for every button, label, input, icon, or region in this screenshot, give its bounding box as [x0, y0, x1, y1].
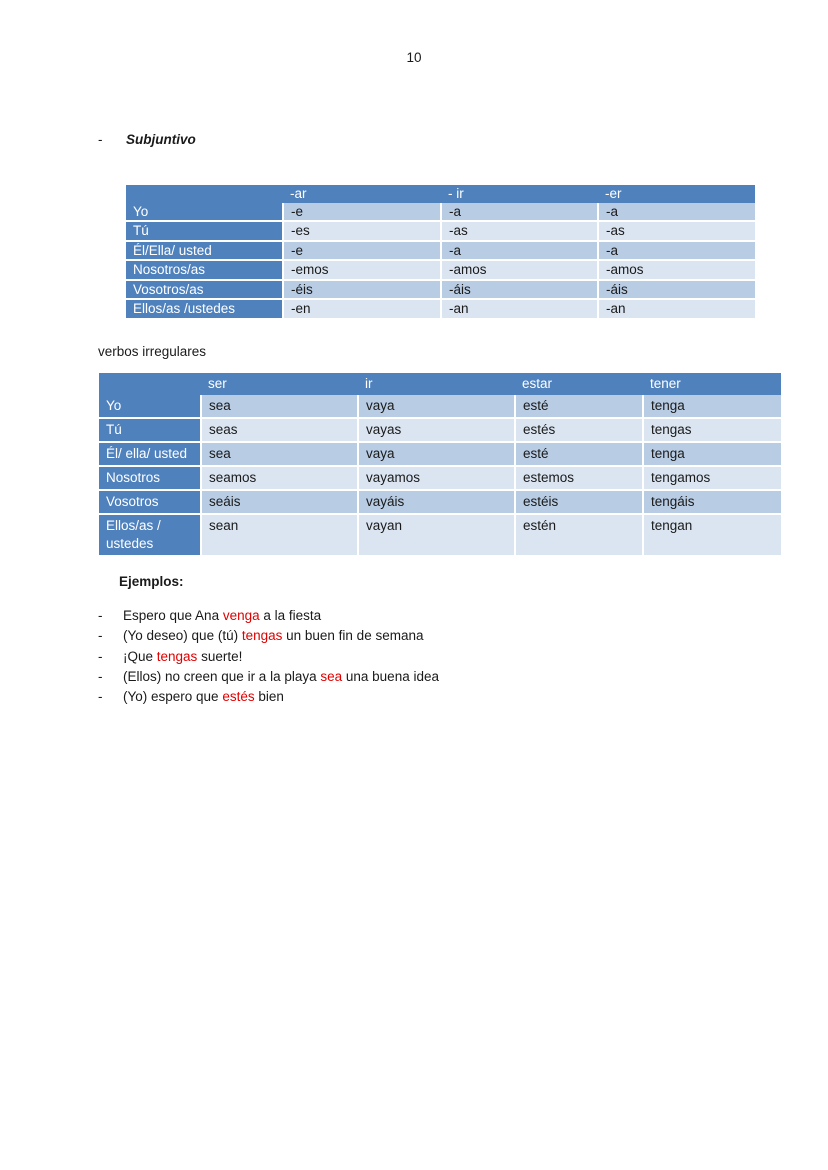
table-row	[99, 418, 781, 442]
table-cell: -es	[283, 221, 441, 241]
example-text: (Yo) espero que	[123, 689, 223, 705]
example-text: suerte!	[197, 648, 243, 664]
example-text: un buen fin de semana	[282, 628, 424, 644]
section-bullet-dash: -	[98, 132, 103, 147]
row-label: Nosotros/as	[126, 260, 283, 280]
table-header-row	[126, 185, 755, 203]
row-label: Él/ ella/ usted	[99, 442, 201, 466]
regular-endings-table	[126, 185, 755, 320]
table-cell: -as	[598, 221, 755, 241]
table-cell: -amos	[598, 260, 755, 280]
highlighted-verb: venga	[222, 608, 260, 623]
example-sentence	[123, 626, 423, 646]
row-label: Vosotros	[99, 490, 201, 514]
table-cell: sea	[201, 395, 358, 418]
header-cell: -er	[598, 185, 755, 203]
table-cell: vaya	[358, 395, 515, 418]
header-cell: estar	[515, 373, 643, 395]
table-cell: tengamos	[643, 466, 781, 490]
example-text: Espero que Ana	[123, 608, 223, 623]
table-row	[126, 221, 755, 241]
table-cell: -éis	[283, 280, 441, 300]
table-cell: tenga	[643, 395, 781, 418]
table-cell: esté	[515, 442, 643, 466]
table-cell: seamos	[201, 466, 358, 490]
highlighted-verb: sea	[320, 668, 343, 684]
table-cell: sean	[201, 514, 358, 556]
table-cell: esté	[515, 395, 643, 418]
row-label: Ellos/as / ustedes	[99, 514, 201, 556]
row-label: Él/Ella/ usted	[126, 241, 283, 261]
header-cell	[126, 185, 283, 203]
row-label: Tú	[126, 221, 283, 241]
example-sentence	[123, 647, 242, 667]
header-cell	[99, 373, 201, 395]
list-bullet-dash: -	[98, 668, 103, 684]
table-cell: -áis	[598, 280, 755, 300]
table-cell: vayan	[358, 514, 515, 556]
table-cell: -an	[598, 299, 755, 319]
example-sentence	[123, 606, 321, 626]
table-cell: vayamos	[358, 466, 515, 490]
example-text: a la fiesta	[259, 608, 322, 623]
list-bullet-dash: -	[98, 689, 103, 705]
header-cell: ser	[201, 373, 358, 395]
table-row	[99, 442, 781, 466]
table-cell: -a	[598, 241, 755, 261]
highlighted-verb: tengas	[241, 628, 283, 644]
table-row	[99, 490, 781, 514]
highlighted-verb: estés	[222, 689, 255, 705]
header-cell: -ar	[283, 185, 441, 203]
table-row	[99, 514, 781, 556]
table-cell: tengáis	[643, 490, 781, 514]
irregular-verbs-label: verbos irregulares	[98, 344, 207, 359]
table-cell: -as	[441, 221, 598, 241]
table-cell: -e	[283, 203, 441, 222]
table-row	[99, 395, 781, 418]
row-label: Yo	[126, 203, 283, 222]
table-cell: estén	[515, 514, 643, 556]
example-text: (Yo deseo) que (tú)	[123, 628, 242, 644]
page-number: 10	[406, 50, 422, 65]
example-text: bien	[254, 689, 284, 705]
example-text: (Ellos) no creen que ir a la playa	[123, 668, 321, 684]
table-cell: seas	[201, 418, 358, 442]
header-cell: tener	[643, 373, 781, 395]
table-cell: -emos	[283, 260, 441, 280]
table-cell: estéis	[515, 490, 643, 514]
table-cell: tengas	[643, 418, 781, 442]
example-sentence	[123, 667, 439, 687]
row-label: Nosotros	[99, 466, 201, 490]
example-sentence	[123, 687, 284, 707]
table-cell: tengan	[643, 514, 781, 556]
examples-title: Ejemplos:	[119, 574, 184, 589]
table-cell: vayas	[358, 418, 515, 442]
table-cell: estemos	[515, 466, 643, 490]
row-label: Tú	[99, 418, 201, 442]
table-cell: -en	[283, 299, 441, 319]
table-row	[126, 203, 755, 222]
table-cell: tenga	[643, 442, 781, 466]
table-row	[126, 280, 755, 300]
table-cell: -áis	[441, 280, 598, 300]
row-label: Ellos/as /ustedes	[126, 299, 283, 319]
table-cell: -a	[598, 203, 755, 222]
table-cell: -amos	[441, 260, 598, 280]
table-row	[126, 241, 755, 261]
table-header-row	[99, 373, 781, 395]
table-cell: -a	[441, 203, 598, 222]
header-cell: ir	[358, 373, 515, 395]
table-cell: -a	[441, 241, 598, 261]
section-title: Subjuntivo	[126, 132, 196, 147]
list-bullet-dash: -	[98, 628, 103, 644]
table-row	[99, 466, 781, 490]
table-cell: vayáis	[358, 490, 515, 514]
irregular-verbs-table	[99, 373, 781, 557]
table-cell: seáis	[201, 490, 358, 514]
row-label: Vosotros/as	[126, 280, 283, 300]
list-bullet-dash: -	[98, 648, 103, 664]
header-cell: - ir	[441, 185, 598, 203]
table-cell: estés	[515, 418, 643, 442]
table-cell: sea	[201, 442, 358, 466]
table-cell: -an	[441, 299, 598, 319]
table-row	[126, 260, 755, 280]
table-cell: vaya	[358, 442, 515, 466]
example-text: ¡Que	[123, 648, 157, 664]
table-row	[126, 299, 755, 319]
list-bullet-dash: -	[98, 608, 103, 623]
example-text: una buena idea	[342, 668, 439, 684]
table-cell: -e	[283, 241, 441, 261]
row-label: Yo	[99, 395, 201, 418]
highlighted-verb: tengas	[156, 648, 198, 664]
